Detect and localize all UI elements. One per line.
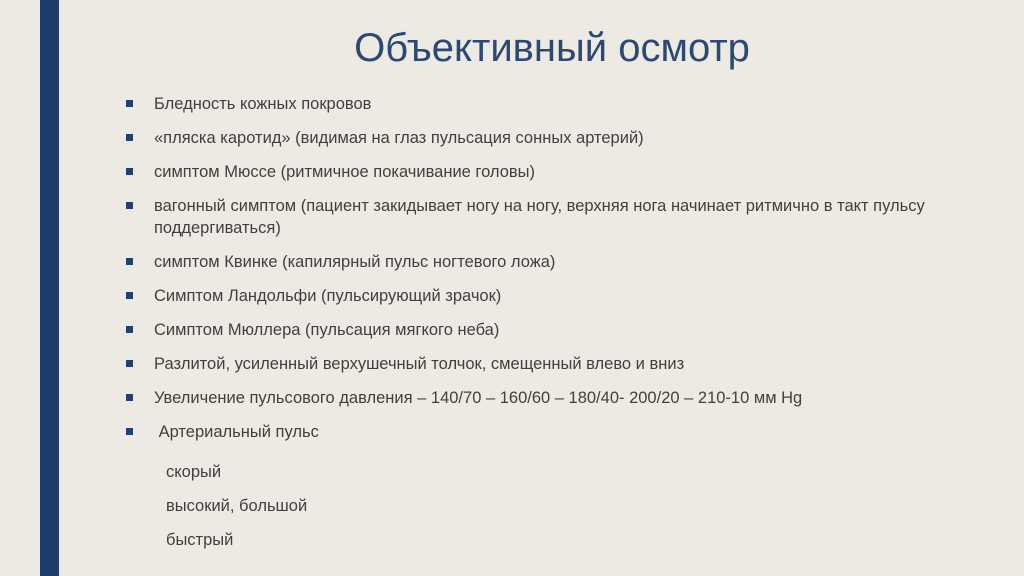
square-bullet-icon — [126, 326, 133, 333]
sub-item: быстрый — [166, 531, 234, 549]
square-bullet-icon — [126, 134, 133, 141]
bullet-item — [126, 319, 986, 341]
bullet-text: Симптом Ландольфи (пульсирующий зрачок) — [154, 287, 502, 305]
square-bullet-icon — [126, 360, 133, 367]
square-bullet-icon — [126, 258, 133, 265]
bullet-text: симптом Квинке (капилярный пульс ногтевого ложа) — [154, 253, 556, 271]
square-bullet-icon — [126, 202, 133, 209]
bullet-text: Разлитой, усиленный верхушечный толчок, смещенный влево и вниз — [154, 355, 685, 373]
square-bullet-icon — [126, 168, 133, 175]
bullet-text: Бледность кожных покровов — [154, 95, 372, 113]
square-bullet-icon — [126, 394, 133, 401]
sub-item: скорый — [166, 463, 222, 481]
bullet-list — [126, 93, 986, 455]
bullet-item — [126, 127, 986, 149]
bullet-item — [126, 421, 986, 443]
slide-title: Объективный осмотр — [354, 26, 750, 70]
bullet-text: «пляска каротид» (видимая на глаз пульсация сонных артерий) — [154, 129, 644, 147]
bullet-item — [126, 251, 986, 273]
square-bullet-icon — [126, 428, 133, 435]
square-bullet-icon — [126, 100, 133, 107]
square-bullet-icon — [126, 292, 133, 299]
bullet-text: симптом Мюссе (ритмичное покачивание головы) — [154, 163, 535, 181]
bullet-item — [126, 387, 986, 409]
bullet-text: Артериальный пульс — [154, 423, 319, 441]
bullet-text: Увеличение пульсового давления – 140/70 – 160/60 – 180/40- 200/20 – 210-10 мм Hg — [154, 389, 803, 407]
bullet-item — [126, 285, 986, 307]
sub-item: высокий, большой — [166, 497, 308, 515]
bullet-item — [126, 93, 986, 115]
bullet-item — [126, 195, 986, 239]
bullet-item — [126, 161, 986, 183]
bullet-text: Симптом Мюллера (пульсация мягкого неба) — [154, 321, 500, 339]
bullet-item — [126, 353, 986, 375]
bullet-text: вагонный симптом (пациент закидывает ногу на ногу, верхняя нога начинает ритмично в такт пульсу поддергиваться) — [154, 197, 925, 237]
accent-bar — [40, 0, 59, 576]
